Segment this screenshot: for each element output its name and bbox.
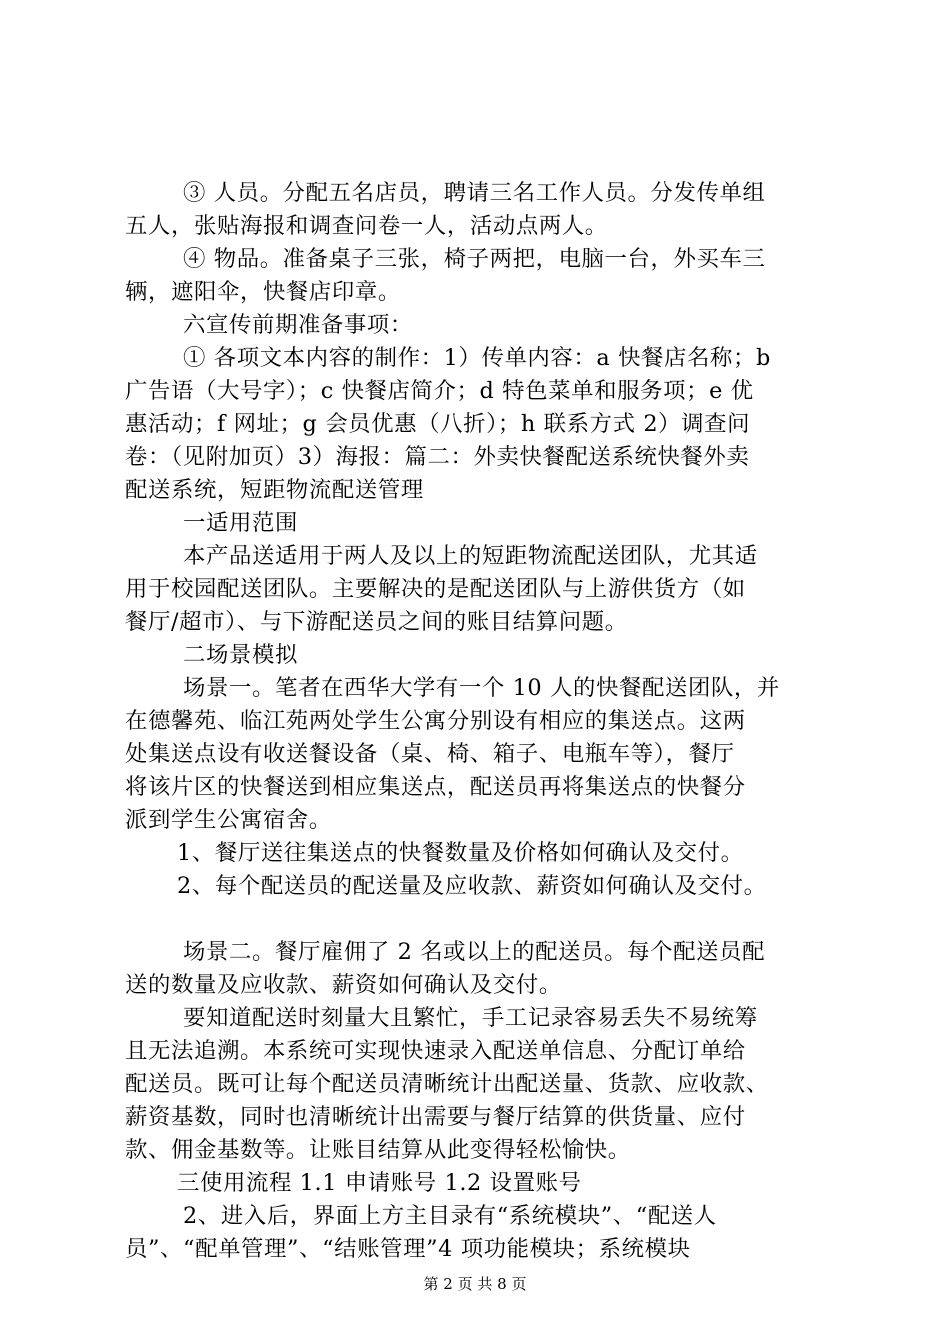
text-line: 配送系统，短距物流配送管理 <box>125 477 424 503</box>
page-footer: 第 2 页 共 8 页 <box>423 1275 527 1293</box>
text-line: 且无法追溯。本系统可实现快速录入配送单信息、分配订单给 <box>125 1038 746 1064</box>
text-line: 2、每个配送员的配送量及应收款、薪资如何确认及交付。 <box>177 873 767 899</box>
text-line: ① 各项文本内容的制作：1）传单内容：a 快餐店名称；b <box>183 345 771 371</box>
section-heading: 二场景模拟 <box>183 642 298 668</box>
text-line: 惠活动；f 网址；g 会员优惠（八折）；h 联系方式 2）调查问 <box>125 411 751 437</box>
section-heading: 一适用范围 <box>183 510 298 536</box>
text-line: 2、进入后，界面上方主目录有“系统模块”、“配送人 <box>183 1203 717 1229</box>
text-line: 六宣传前期准备事项： <box>183 312 413 338</box>
text-line: 将该片区的快餐送到相应集送点，配送员再将集送点的快餐分 <box>125 774 746 800</box>
text-line: 在德馨苑、临江苑两处学生公寓分别设有相应的集送点。这两 <box>125 708 746 734</box>
text-line: 辆，遮阳伞，快餐店印章。 <box>125 279 401 305</box>
text-line: 1、餐厅送往集送点的快餐数量及价格如何确认及交付。 <box>177 840 744 866</box>
text-line: 派到学生公寓宿舍。 <box>125 807 332 833</box>
text-line: 薪资基数，同时也清晰统计出需要与餐厅结算的供货量、应付 <box>125 1104 746 1130</box>
text-line: 广告语（大号字）；c 快餐店简介；d 特色菜单和服务项；e 优 <box>125 378 754 404</box>
section-heading: 三使用流程 1.1 申请账号 1.2 设置账号 <box>177 1170 582 1196</box>
text-line: 卷：（见附加页）3）海报：篇二：外卖快餐配送系统快餐外卖 <box>125 444 750 470</box>
text-line: ④ 物品。准备桌子三张，椅子两把，电脑一台，外买车三 <box>183 246 766 272</box>
text-line: 五人，张贴海报和调查问卷一人，活动点两人。 <box>125 213 608 239</box>
text-line: 场景一。笔者在西华大学有一个 10 人的快餐配送团队，并 <box>183 675 780 701</box>
text-line: 款、佣金基数等。让账目结算从此变得轻松愉快。 <box>125 1137 631 1163</box>
text-line: 配送员。既可让每个配送员清晰统计出配送量、货款、应收款、 <box>125 1071 769 1097</box>
text-line: 送的数量及应收款、薪资如何确认及交付。 <box>125 972 562 998</box>
text-line: 员”、“配单管理”、“结账管理”4 项功能模块；系统模块 <box>125 1236 691 1262</box>
text-line: ③ 人员。分配五名店员，聘请三名工作人员。分发传单组 <box>183 180 766 206</box>
text-line: 处集送点设有收送餐设备（桌、椅、箱子、电瓶车等），餐厅 <box>125 741 735 767</box>
text-line: 要知道配送时刻量大且繁忙，手工记录容易丢失不易统筹 <box>183 1005 758 1031</box>
text-line: 餐厅/超市）、与下游配送员之间的账目结算问题。 <box>125 609 628 635</box>
text-line: 本产品送适用于两人及以上的短距物流配送团队，尤其适 <box>183 543 758 569</box>
text-line: 场景二。餐厅雇佣了 2 名或以上的配送员。每个配送员配 <box>183 939 766 965</box>
text-line: 用于校园配送团队。主要解决的是配送团队与上游供货方（如 <box>125 576 746 602</box>
